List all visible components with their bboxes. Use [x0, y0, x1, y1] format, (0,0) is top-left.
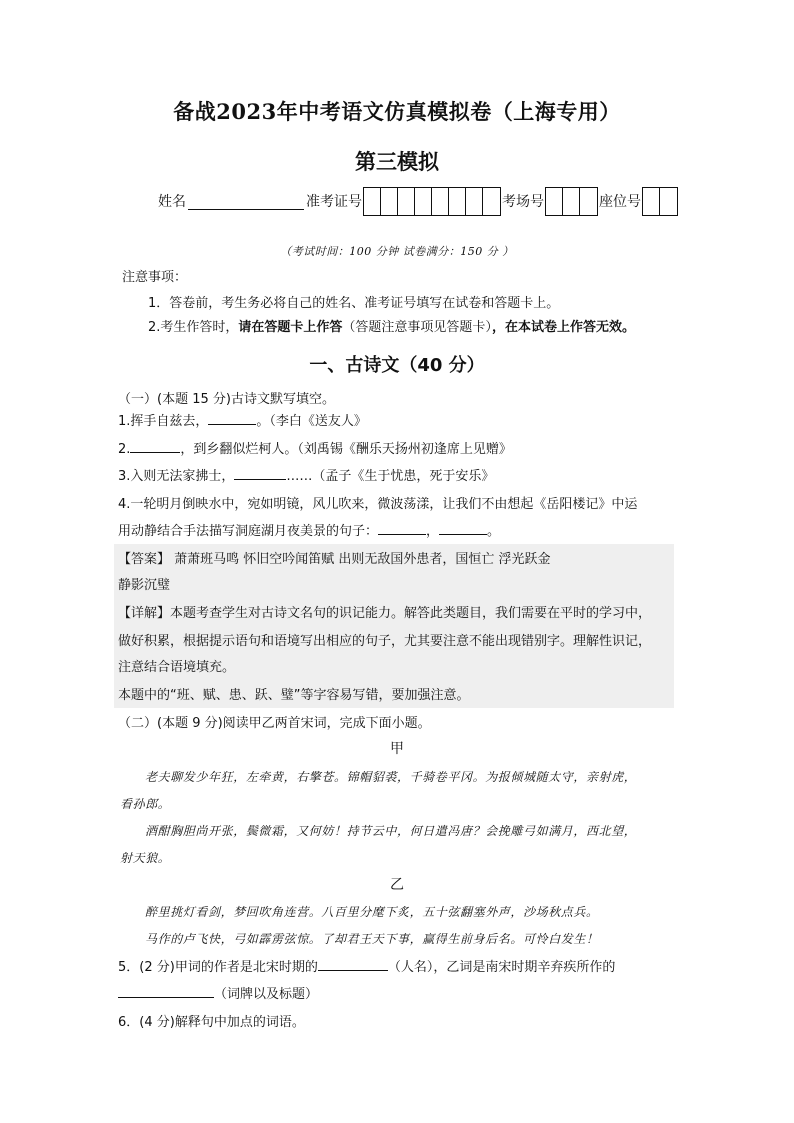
- question-3: 3.入则无法家拂士， ……（孟子《生于忧患，死于安乐》: [118, 469, 495, 484]
- exam-id-label: 准考证号: [306, 194, 362, 210]
- detail-line-4: 本题中的“班、赋、患、跃、璧”等字容易写错，要加强注意。: [118, 688, 470, 703]
- answer-blank[interactable]: [234, 467, 286, 480]
- note-item-2-bold1: 请在答题卡上作答: [238, 320, 343, 335]
- answer-blank[interactable]: [318, 958, 388, 971]
- answer-blank[interactable]: [378, 522, 426, 535]
- poem-jia-line-1: 老夫聊发少年狂，左牵黄，右擎苍。锦帽貂裘，千骑卷平冈。为报倾城随太守，亲射虎，: [145, 770, 637, 784]
- question-6: 6．(4 分)解释句中加点的词语。: [118, 1015, 305, 1030]
- poem-jia-line-4: 射天狼。: [120, 851, 171, 865]
- seat-label: 座位号: [599, 194, 641, 210]
- question-5-line-2: （词牌以及标题）: [118, 983, 318, 1002]
- answer-line-1: 【答案】 萧萧班马鸣 怀旧空吟闻笛赋 出则无敌国外患者，国恒亡 浮光跃金: [118, 552, 551, 567]
- answer-blank[interactable]: [118, 985, 214, 998]
- question-4-line-2: 用动静结合手法描写洞庭湖月夜美景的句子： ， 。: [118, 524, 501, 539]
- poem-jia-line-2: 看孙郎。: [120, 797, 171, 811]
- detail-line-1: 【详解】本题考查学生对古诗文名句的识记能力。解答此类题目，我们需要在平时的学习中，: [118, 606, 652, 621]
- exam-id-boxes[interactable]: [363, 187, 501, 216]
- answer-blank[interactable]: [439, 522, 487, 535]
- section-title: 一、古诗文（40 分）: [309, 355, 485, 376]
- question-5-line-1: 5．(2 分)甲词的作者是北宋时期的 （人名），乙词是南宋时期辛弃疾所作的: [118, 960, 616, 975]
- detail-line-3: 注意结合语境填充。: [118, 660, 236, 675]
- detail-line-2: 做好积累，根据提示语句和语境写出相应的句子，尤其要注意不能出现错别字。理解性识记，: [118, 634, 652, 649]
- poem-yi-line-2: 马作的卢飞快，弓如霹雳弦惊。了却君王天下事，赢得生前身后名。可怜白发生！: [145, 932, 599, 946]
- room-boxes[interactable]: [545, 187, 598, 216]
- name-label: 姓名: [158, 194, 186, 210]
- candidate-info-row: [158, 186, 679, 216]
- name-field[interactable]: [188, 193, 304, 210]
- page-title: 备战2023年中考语文仿真模拟卷（上海专用）: [173, 99, 621, 124]
- seat-boxes[interactable]: [642, 187, 678, 216]
- room-label: 考场号: [502, 194, 544, 210]
- note-item-2-pre: 2.考生作答时，: [148, 320, 239, 335]
- part1-title: （一）(本题 15 分)古诗文默写填空。: [118, 392, 335, 407]
- poem-jia-title: 甲: [390, 741, 404, 757]
- poem-yi-line-1: 醉里挑灯看剑，梦回吹角连营。八百里分麾下炙，五十弦翻塞外声，沙场秋点兵。: [145, 905, 599, 919]
- note-item-2-bold2: ，在本试卷上作答无效。: [491, 320, 635, 335]
- note-item-2-mid: （答题注意事项见答题卡）: [342, 320, 492, 335]
- page-subtitle: 第三模拟: [355, 150, 439, 174]
- answer-blank[interactable]: [130, 440, 180, 453]
- question-1: 1.挥手自兹去， 。（李白《送友人》: [118, 414, 367, 429]
- answer-line-2: 静影沉璧: [118, 578, 171, 593]
- question-4-line-1: 4.一轮明月倒映水中，宛如明镜，风儿吹来，微波荡漾，让我们不由想起《岳阳楼记》中运: [118, 497, 638, 512]
- note-item-1: 1．答卷前，考生务必将自己的姓名、准考证号填写在试卷和答题卡上。: [148, 296, 560, 311]
- answer-blank[interactable]: [208, 412, 256, 425]
- poem-yi-title: 乙: [390, 877, 404, 893]
- part2-title: （二）(本题 9 分)阅读甲乙两首宋词，完成下面小题。: [118, 716, 431, 731]
- note-item-2: [148, 316, 635, 335]
- exam-time-note: （考试时间：100 分钟 试卷满分：150 分 ）: [280, 245, 514, 258]
- notes-title: 注意事项：: [122, 270, 188, 285]
- poem-jia-line-3: 酒酣胸胆尚开张，鬓微霜，又何妨！持节云中，何日遣冯唐？会挽雕弓如满月，西北望，: [145, 824, 637, 838]
- question-2: 2. ，到乡翻似烂柯人。（刘禹锡《酬乐天扬州初逢席上见赠》: [118, 442, 512, 457]
